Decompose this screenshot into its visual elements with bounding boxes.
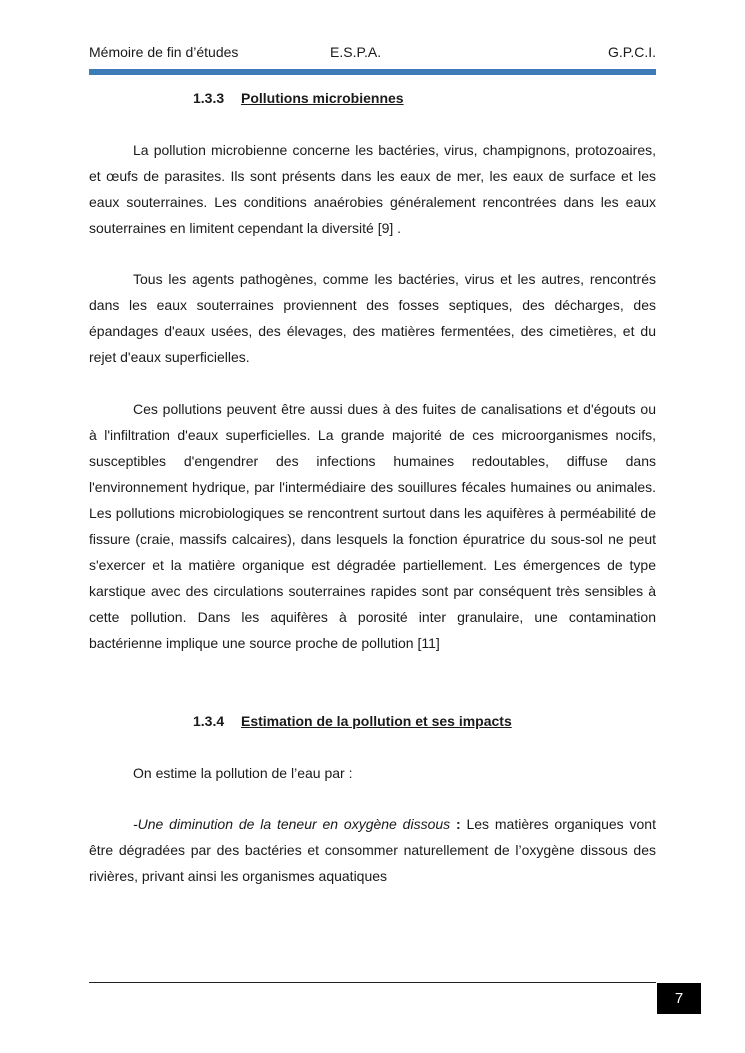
section-title: Pollutions microbiennes [241, 90, 404, 106]
item-lead: -Une diminution de la teneur en oxygène dissous [133, 816, 451, 832]
paragraph-2 [89, 266, 656, 370]
footer-rule [89, 982, 656, 983]
item-text: Les matières organiques vont être dégradées par des bactéries et consommer naturellement de l’oxygène dissous des rivières, privant ainsi les organismes aquatiques [89, 816, 656, 884]
paragraph-text: Tous les agents pathogènes, comme les bactéries, virus et les autres, rencontrés dans les eaux souterraines proviennent des fosses septiques, des décharges, des épandages d'eaux usées, des élevages, des matières fermentées, des cimetières, et du rejet d'eaux superficielles. [89, 271, 656, 365]
paragraph-text: La pollution microbienne concerne les bactéries, virus, champignons, protozoaires, et œufs de parasites. Ils sont présents dans les eaux de mer, les eaux de surface et les eaux souterraines. Les conditions anaérobies généralement rencontrées dans les eaux souterraines en limitent cependant la diversité [9] . [89, 142, 656, 236]
paragraph-text: On estime la pollution de l’eau par : [133, 765, 353, 781]
header-department: G.P.C.I. [608, 44, 656, 60]
paragraph-intro [89, 760, 656, 786]
section-heading-1-3-4 [193, 713, 512, 729]
paragraph-text [89, 811, 656, 889]
section-heading-1-3-3 [193, 90, 404, 106]
paragraph-1 [89, 137, 656, 241]
page-number: 7 [657, 983, 701, 1014]
item-separator: : [450, 816, 467, 832]
header-document-type: Mémoire de fin d’études [89, 44, 239, 60]
paragraph-text: Ces pollutions peuvent être aussi dues à des fuites de canalisations et d'égouts ou à l'infiltration d'eaux superficielles. La grande majorité de ces microorganismes nocifs, susceptibles d'engendrer des infections humaines redoutables, diffuse dans l'environnement hydrique, par l'intermédiaire des souillures fécales humaines ou animales. Les pollutions microbiologiques se rencontrent surtout dans les aquifères à perméabilité de fissure (craie, massifs calcaires), dans lesquels la fonction épuratrice du sous-sol ne peut s'exercer et la matière organique est dégradée partiellement. Les émergences de type karstique avec des circulations souterraines rapides sont par conséquent très sensibles à cette pollution. Dans les aquifères à porosité inter granulaire, une contamination bactérienne implique une source proche de pollution [11] [89, 401, 656, 651]
section-number: 1.3.4 [193, 713, 225, 729]
page-header [89, 44, 656, 64]
section-title: Estimation de la pollution et ses impacts [241, 713, 512, 729]
paragraph-3 [89, 396, 656, 656]
paragraph-oxygen [89, 811, 656, 889]
section-number: 1.3.3 [193, 90, 225, 106]
header-school: E.S.P.A. [330, 44, 382, 60]
header-rule [89, 69, 656, 75]
